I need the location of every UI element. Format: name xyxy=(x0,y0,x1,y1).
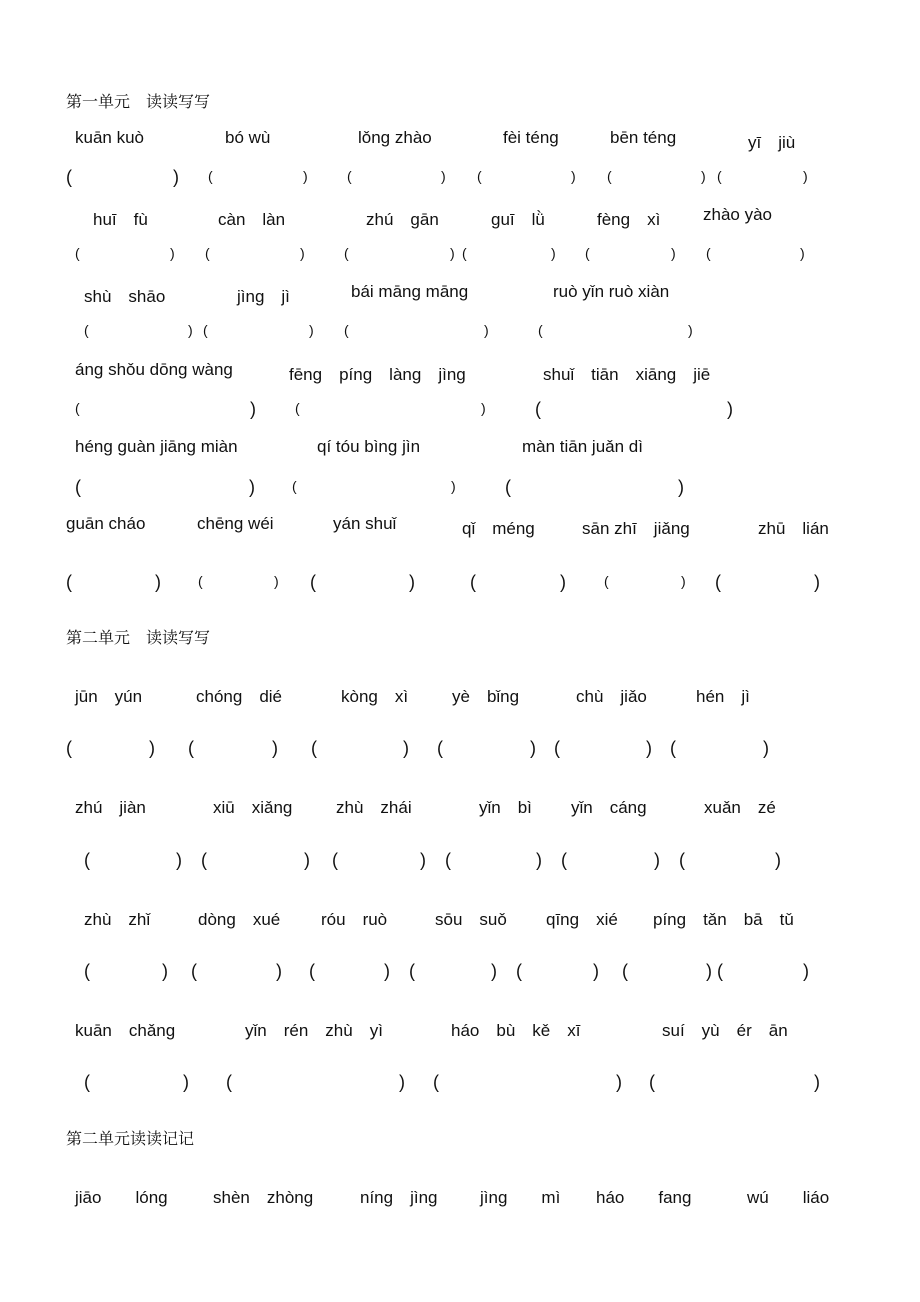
bracket-close: ) xyxy=(300,245,305,261)
pinyin-word: zhù zhái xyxy=(336,798,412,817)
bracket-close: ) xyxy=(681,573,686,589)
bracket-open: ( xyxy=(437,738,443,758)
pinyin-word: kuān chǎng xyxy=(75,1021,176,1040)
pinyin-word: suí yù ér ān xyxy=(662,1021,788,1040)
bracket-close: ) xyxy=(706,961,712,981)
bracket-close: ) xyxy=(814,1072,820,1092)
bracket-close: ) xyxy=(272,738,278,758)
pinyin-word: qīng xié xyxy=(546,910,618,929)
bracket-close: ) xyxy=(176,850,182,870)
bracket-open: ( xyxy=(585,245,590,261)
pinyin-word: xiū xiǎng xyxy=(213,798,293,817)
bracket-open: ( xyxy=(203,322,208,338)
bracket-open: ( xyxy=(75,400,80,416)
bracket-close: ) xyxy=(803,168,808,184)
bracket-open: ( xyxy=(292,478,297,494)
bracket-close: ) xyxy=(155,572,161,592)
pinyin-word: bēn téng xyxy=(610,128,677,147)
bracket-open: ( xyxy=(66,572,72,592)
bracket-close: ) xyxy=(420,850,426,870)
bracket-close: ) xyxy=(403,738,409,758)
bracket-open: ( xyxy=(607,168,612,184)
pinyin-word: fēng píng làng jìng xyxy=(289,365,466,384)
pinyin-word: lǒng zhào xyxy=(358,128,432,147)
bracket-close: ) xyxy=(170,245,175,261)
pinyin-word: yǐn cáng xyxy=(571,798,647,817)
bracket-close: ) xyxy=(183,1072,189,1092)
bracket-open: ( xyxy=(649,1072,655,1092)
bracket-close: ) xyxy=(763,738,769,758)
bracket-close: ) xyxy=(727,399,733,419)
pinyin-word: fèng xì xyxy=(597,210,661,229)
bracket-open: ( xyxy=(66,167,72,187)
bracket-open: ( xyxy=(75,245,80,261)
bracket-close: ) xyxy=(441,168,446,184)
pinyin-word: jìng jì xyxy=(237,287,290,306)
pinyin-word: jiāo lóng xyxy=(75,1188,168,1207)
bracket-close: ) xyxy=(276,961,282,981)
bracket-close: ) xyxy=(450,245,455,261)
pinyin-word: zhū lián xyxy=(758,519,829,538)
bracket-close: ) xyxy=(384,961,390,981)
bracket-close: ) xyxy=(309,322,314,338)
bracket-open: ( xyxy=(535,399,541,419)
bracket-open: ( xyxy=(706,245,711,261)
section-title-unit2: 第二单元 读读写写 xyxy=(66,628,211,647)
bracket-open: ( xyxy=(717,961,723,981)
pinyin-word: héng guàn jiāng miàn xyxy=(75,437,238,456)
pinyin-word: zhù zhǐ xyxy=(84,910,151,929)
bracket-open: ( xyxy=(332,850,338,870)
bracket-open: ( xyxy=(226,1072,232,1092)
pinyin-word: ruò yǐn ruò xiàn xyxy=(553,282,670,301)
pinyin-word: yán shuǐ xyxy=(333,514,397,533)
bracket-open: ( xyxy=(344,245,349,261)
bracket-close: ) xyxy=(249,477,255,497)
bracket-close: ) xyxy=(530,738,536,758)
bracket-open: ( xyxy=(84,1072,90,1092)
bracket-close: ) xyxy=(800,245,805,261)
bracket-close: ) xyxy=(536,850,542,870)
bracket-open: ( xyxy=(516,961,522,981)
bracket-close: ) xyxy=(149,738,155,758)
pinyin-word: màn tiān juǎn dì xyxy=(522,437,643,456)
bracket-close: ) xyxy=(654,850,660,870)
bracket-open: ( xyxy=(84,850,90,870)
pinyin-word: yè bǐng xyxy=(452,687,520,706)
pinyin-word: zhú gān xyxy=(366,210,439,229)
bracket-close: ) xyxy=(803,961,809,981)
pinyin-word: shèn zhòng xyxy=(213,1188,314,1207)
bracket-close: ) xyxy=(678,477,684,497)
bracket-close: ) xyxy=(671,245,676,261)
bracket-open: ( xyxy=(445,850,451,870)
bracket-open: ( xyxy=(191,961,197,981)
pinyin-word: xuǎn zé xyxy=(704,798,776,817)
bracket-open: ( xyxy=(561,850,567,870)
bracket-close: ) xyxy=(173,167,179,187)
section-title-unit1: 第一单元 读读写写 xyxy=(66,92,211,111)
bracket-close: ) xyxy=(491,961,497,981)
pinyin-word: zhú jiàn xyxy=(75,798,146,817)
bracket-close: ) xyxy=(701,168,706,184)
bracket-open: ( xyxy=(470,572,476,592)
bracket-open: ( xyxy=(344,322,349,338)
bracket-open: ( xyxy=(554,738,560,758)
bracket-open: ( xyxy=(717,168,722,184)
pinyin-word: guān cháo xyxy=(66,514,146,533)
pinyin-word: càn làn xyxy=(218,210,286,229)
bracket-close: ) xyxy=(250,399,256,419)
pinyin-word: guī lǜ xyxy=(491,210,545,229)
pinyin-word: píng tǎn bā tǔ xyxy=(653,910,794,929)
bracket-close: ) xyxy=(593,961,599,981)
bracket-open: ( xyxy=(310,572,316,592)
bracket-open: ( xyxy=(311,738,317,758)
bracket-open: ( xyxy=(538,322,543,338)
pinyin-word: jūn yún xyxy=(75,687,143,706)
bracket-open: ( xyxy=(188,738,194,758)
pinyin-word: shuǐ tiān xiāng jiē xyxy=(543,365,711,384)
pinyin-word: chù jiǎo xyxy=(576,687,647,706)
bracket-open: ( xyxy=(75,477,81,497)
pinyin-word: qǐ méng xyxy=(462,519,535,538)
pinyin-word: kòng xì xyxy=(341,687,409,706)
pinyin-word: níng jìng xyxy=(360,1188,438,1207)
bracket-open: ( xyxy=(309,961,315,981)
bracket-open: ( xyxy=(201,850,207,870)
bracket-open: ( xyxy=(205,245,210,261)
bracket-open: ( xyxy=(505,477,511,497)
bracket-open: ( xyxy=(409,961,415,981)
bracket-close: ) xyxy=(814,572,820,592)
bracket-close: ) xyxy=(409,572,415,592)
bracket-close: ) xyxy=(646,738,652,758)
pinyin-word: yī jiù xyxy=(748,133,796,152)
section-title-unit2-recite: 第二单元读读记记 xyxy=(66,1129,195,1148)
bracket-close: ) xyxy=(162,961,168,981)
bracket-open: ( xyxy=(347,168,352,184)
pinyin-word: yǐn bì xyxy=(479,798,532,817)
bracket-open: ( xyxy=(679,850,685,870)
bracket-close: ) xyxy=(274,573,279,589)
pinyin-word: chēng wéi xyxy=(197,514,274,533)
pinyin-word: sōu suǒ xyxy=(435,910,507,929)
bracket-open: ( xyxy=(477,168,482,184)
bracket-close: ) xyxy=(560,572,566,592)
bracket-close: ) xyxy=(188,322,193,338)
bracket-open: ( xyxy=(84,322,89,338)
pinyin-word: sān zhī jiǎng xyxy=(582,519,690,538)
pinyin-word: shù shāo xyxy=(84,287,166,306)
bracket-close: ) xyxy=(688,322,693,338)
pinyin-word: huī fù xyxy=(93,210,148,229)
bracket-close: ) xyxy=(571,168,576,184)
pinyin-word: hén jì xyxy=(696,687,750,706)
bracket-close: ) xyxy=(484,322,489,338)
pinyin-word: dòng xué xyxy=(198,910,281,929)
bracket-open: ( xyxy=(670,738,676,758)
pinyin-word: háo bù kě xī xyxy=(451,1021,581,1040)
pinyin-word: róu ruò xyxy=(321,910,388,929)
pinyin-word: yǐn rén zhù yì xyxy=(245,1021,383,1040)
pinyin-word: áng shǒu dōng wàng xyxy=(75,360,233,379)
bracket-open: ( xyxy=(295,400,300,416)
pinyin-word: wú liáo xyxy=(747,1188,830,1207)
bracket-open: ( xyxy=(622,961,628,981)
bracket-close: ) xyxy=(481,400,486,416)
bracket-open: ( xyxy=(84,961,90,981)
bracket-open: ( xyxy=(604,573,609,589)
bracket-close: ) xyxy=(616,1072,622,1092)
bracket-open: ( xyxy=(462,245,467,261)
pinyin-word: bó wù xyxy=(225,128,271,147)
pinyin-word: zhào yào xyxy=(703,205,772,224)
pinyin-word: qí tóu bìng jìn xyxy=(317,437,421,456)
bracket-close: ) xyxy=(399,1072,405,1092)
bracket-open: ( xyxy=(715,572,721,592)
bracket-open: ( xyxy=(433,1072,439,1092)
pinyin-word: fèi téng xyxy=(503,128,559,147)
pinyin-word: bái māng māng xyxy=(351,282,469,301)
bracket-close: ) xyxy=(775,850,781,870)
bracket-open: ( xyxy=(66,738,72,758)
pinyin-word: jìng mì xyxy=(480,1188,561,1207)
pinyin-word: chóng dié xyxy=(196,687,283,706)
bracket-open: ( xyxy=(198,573,203,589)
pinyin-word: kuān kuò xyxy=(75,128,144,147)
bracket-open: ( xyxy=(208,168,213,184)
bracket-close: ) xyxy=(551,245,556,261)
bracket-close: ) xyxy=(304,850,310,870)
pinyin-word: háo fang xyxy=(596,1188,692,1207)
bracket-close: ) xyxy=(451,478,456,494)
bracket-close: ) xyxy=(303,168,308,184)
